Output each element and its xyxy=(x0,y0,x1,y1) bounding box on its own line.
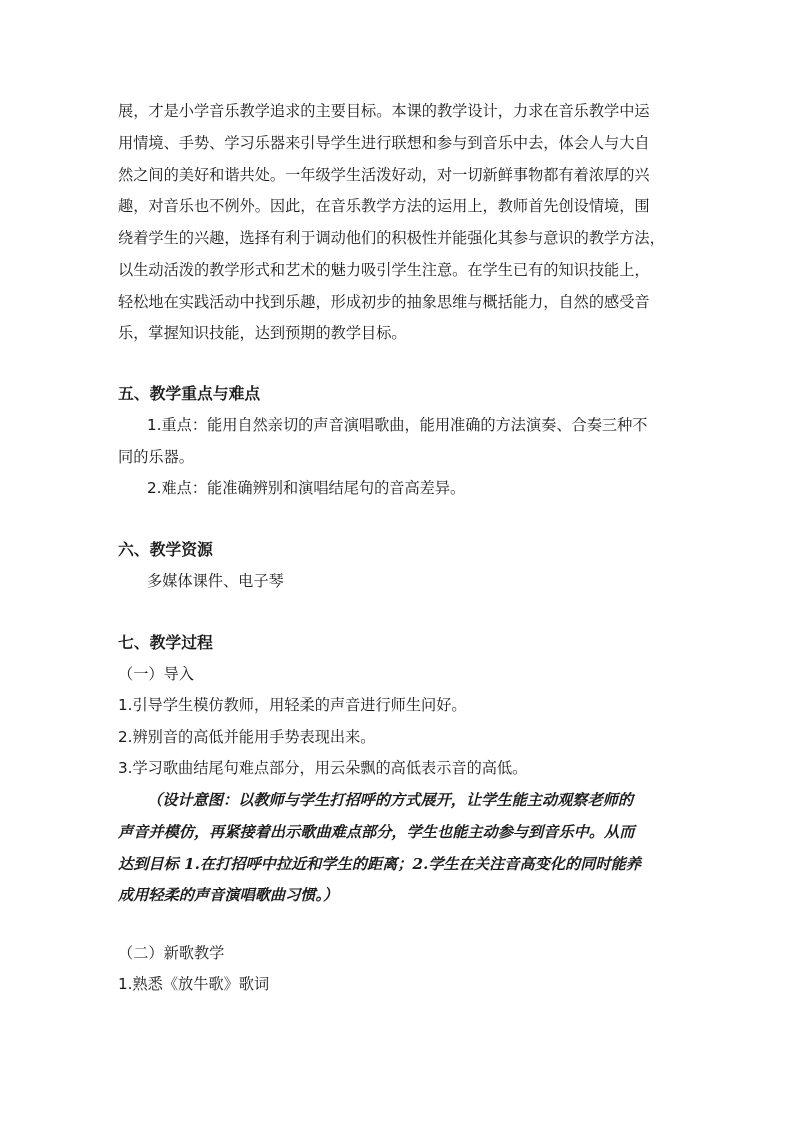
design-intent-line: 达到目标 1.在打招呼中拉近和学生的距离；2.学生在关注音高变化的同时能养 xyxy=(118,855,641,873)
list-item: 1.熟悉《放牛歌》歌词 xyxy=(118,975,270,993)
design-intent-line: （设计意图：以教师与学生打招呼的方式展开，让学生能主动观察老师的 xyxy=(147,791,633,809)
paragraph-line: 趣，对音乐也不例外。因此，在音乐教学方法的运用上，教师首先创设情境，围 xyxy=(118,197,650,215)
list-item: 1.引导学生模仿教师，用轻柔的声音进行师生问好。 xyxy=(118,696,467,714)
paragraph-line: 乐，掌握知识技能，达到预期的教学目标。 xyxy=(118,324,407,342)
paragraph-line: 用情境、手势、学习乐器来引导学生进行联想和参与到音乐中去，体会人与大自 xyxy=(118,134,650,152)
section-heading: 七、教学过程 xyxy=(118,633,213,652)
paragraph-line: 轻松地在实践活动中找到乐趣，形成初步的抽象思维与概括能力，自然的感受音 xyxy=(118,293,650,311)
section-heading: 六、教学资源 xyxy=(118,540,213,559)
section-heading: 五、教学重点与难点 xyxy=(118,384,261,403)
paragraph-line: 绕着学生的兴趣，选择有利于调动他们的积极性并能强化其参与意识的教学方法， xyxy=(118,229,665,247)
design-intent-line: 成用轻柔的声音演唱歌曲习惯。） xyxy=(118,886,339,904)
design-intent-line: 声音并模仿，再紧接着出示歌曲难点部分，学生也能主动参与到音乐中。从而 xyxy=(118,823,635,841)
paragraph-line: 展，才是小学音乐教学追求的主要目标。本课的教学设计，力求在音乐教学中运 xyxy=(118,102,650,120)
subsection-title: （一）导入 xyxy=(118,665,194,683)
subsection-title: （二）新歌教学 xyxy=(118,944,225,962)
paragraph-line: 以生动活泼的教学形式和艺术的魅力吸引学生注意。在学生已有的知识技能上， xyxy=(118,261,650,279)
paragraph-line: 然之间的美好和谐共处。一年级学生活泼好动，对一切新鲜事物都有着浓厚的兴 xyxy=(118,166,650,184)
list-item: 2.辨别音的高低并能用手势表现出来。 xyxy=(118,728,376,746)
key-point-line: 同的乐器。 xyxy=(118,448,194,466)
difficult-point-line: 2.难点：能准确辨别和演唱结尾句的音高差异。 xyxy=(147,479,466,497)
resources-line: 多媒体课件、电子琴 xyxy=(147,572,284,590)
key-point-line: 1.重点：能用自然亲切的声音演唱歌曲，能用准确的方法演奏、合奏三种不 xyxy=(147,416,648,434)
list-item: 3.学习歌曲结尾句难点部分，用云朵飘的高低表示音的高低。 xyxy=(118,759,528,777)
